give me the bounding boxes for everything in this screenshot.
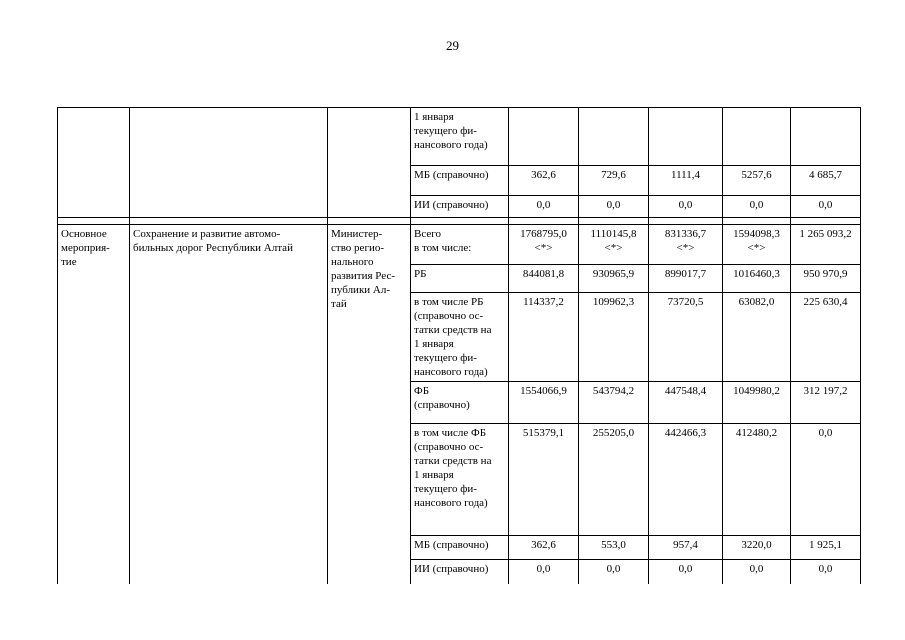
event-type-cell-line: мероприя- [61,242,110,254]
source-cell [411,196,509,218]
value-text: 1110145,8 [590,228,637,240]
value-cell [723,196,791,218]
value-cell [723,108,791,166]
value-cell [791,265,861,293]
source-cell-line: МБ (справочно) [414,539,489,551]
value-text: 930965,9 [592,268,635,280]
value-cell [723,536,791,560]
value-text: 1111,4 [670,169,701,181]
source-cell [411,225,509,265]
value-cell [579,225,649,265]
value-cell [649,382,723,424]
value-cell [579,166,649,196]
value-cell [509,536,579,560]
source-cell-line: ФБ [414,385,430,397]
source-cell [411,166,509,196]
spacer-row [58,218,861,225]
funding-table [57,107,861,584]
source-cell [411,424,509,536]
source-cell-line: татки средств на [414,455,492,467]
footnote-mark: <*> [534,242,553,254]
source-cell-line: нансового года) [414,497,488,509]
source-cell-line: татки средств на [414,324,492,336]
value-cell [791,293,861,382]
executor-cell-line: развития Рес- [331,270,395,282]
value-text: 442466,3 [664,427,707,439]
value-text: 1594098,3 [733,228,780,240]
source-cell-line: ИИ (справочно) [414,199,489,211]
value-cell [649,108,723,166]
value-cell [579,424,649,536]
value-text: 312 197,2 [803,385,848,397]
source-cell-line: Всего [414,228,441,240]
source-cell-line: (справочно ос- [414,441,484,453]
value-text: 1016460,3 [733,268,780,280]
event-type-cell-line: тие [61,256,77,268]
source-cell-line: 1 января [414,111,454,123]
value-cell [509,265,579,293]
value-text: 1 265 093,2 [799,228,852,240]
value-text: 553,0 [601,539,626,551]
value-text: 5257,6 [741,169,772,181]
executor-cell-line: тай [331,298,347,310]
value-cell [649,166,723,196]
value-cell [791,424,861,536]
value-cell [579,382,649,424]
table-row [58,225,861,265]
value-text: 0,0 [818,427,833,439]
value-cell [723,265,791,293]
executor-cell-line: ство регио- [331,242,385,254]
value-text: 0,0 [536,199,551,211]
value-text: 109962,3 [592,296,635,308]
value-text: 1 925,1 [809,539,842,551]
executor-cell-line: Министер- [331,228,383,240]
value-cell [723,560,791,584]
value-cell [579,560,649,584]
source-cell-line: РБ [414,268,427,280]
value-text: 950 970,9 [803,268,848,280]
value-cell [649,293,723,382]
value-cell [791,225,861,265]
value-cell [509,424,579,536]
value-text: 0,0 [749,563,764,575]
value-cell [791,166,861,196]
source-cell [411,108,509,166]
value-cell [509,108,579,166]
event-type-cell [58,225,130,584]
value-cell [649,536,723,560]
value-text: 1768795,0 [520,228,567,240]
source-cell-line: нансового года) [414,366,488,378]
spacer-cell [509,218,579,225]
value-cell [579,293,649,382]
value-text: 1554066,9 [520,385,567,397]
value-cell [579,196,649,218]
source-cell [411,293,509,382]
executor-cell [328,108,411,218]
value-cell [649,225,723,265]
source-cell-line: в том числе ФБ [414,427,487,439]
source-cell [411,560,509,584]
value-text: 0,0 [678,199,693,211]
source-cell-line: текущего фи- [414,483,477,495]
name-cell [130,108,328,218]
value-text: 0,0 [818,199,833,211]
source-cell [411,536,509,560]
executor-cell-line: нального [331,256,374,268]
value-text: 543794,2 [592,385,635,397]
spacer-cell [579,218,649,225]
source-cell [411,382,509,424]
event-name-cell-line: бильных дорог Республики Алтай [133,242,293,254]
footnote-mark: <*> [604,242,623,254]
executor-cell-line: публики Ал- [331,284,391,296]
footnote-mark: <*> [676,242,695,254]
spacer-cell [723,218,791,225]
value-cell [649,196,723,218]
value-text: 362,6 [531,169,556,181]
spacer-cell [328,218,411,225]
value-text: 63082,0 [738,296,775,308]
value-text: 1049980,2 [733,385,780,397]
funding-table-body [58,108,861,584]
value-text: 362,6 [531,539,556,551]
source-cell-line: текущего фи- [414,125,477,137]
source-cell-line: (справочно ос- [414,310,484,322]
value-cell [509,196,579,218]
value-text: 899017,7 [664,268,707,280]
value-cell [649,265,723,293]
source-cell-line: МБ (справочно) [414,169,489,181]
value-text: 0,0 [536,563,551,575]
source-cell-line: нансового года) [414,139,488,151]
value-text: 957,4 [673,539,698,551]
spacer-cell [649,218,723,225]
source-cell [411,265,509,293]
source-cell-line: 1 января [414,338,454,350]
value-text: 515379,1 [522,427,565,439]
value-cell [723,382,791,424]
value-text: 3220,0 [741,539,772,551]
value-cell [791,382,861,424]
value-cell [791,108,861,166]
value-text: 255205,0 [592,427,635,439]
value-cell [723,225,791,265]
value-text: 447548,4 [664,385,707,397]
source-cell-line: в том числе РБ [414,296,484,308]
value-cell [509,225,579,265]
page-number: 29 [446,38,459,53]
source-cell-line: ИИ (справочно) [414,563,489,575]
value-text: 73720,5 [667,296,704,308]
footnote-mark: <*> [747,242,766,254]
value-cell [649,424,723,536]
value-text: 412480,2 [735,427,778,439]
spacer-cell [411,218,509,225]
table-row [58,108,861,166]
value-cell [509,382,579,424]
value-cell [579,265,649,293]
value-text: 729,6 [601,169,626,181]
spacer-cell [58,218,130,225]
value-text: 0,0 [749,199,764,211]
spacer-cell [130,218,328,225]
value-cell [509,293,579,382]
source-cell-line: (справочно) [414,399,470,411]
executor-cell [328,225,411,584]
value-cell [579,536,649,560]
value-text: 0,0 [678,563,693,575]
value-cell [791,536,861,560]
spacer-cell [791,218,861,225]
value-text: 0,0 [818,563,833,575]
value-cell [723,293,791,382]
value-text: 4 685,7 [809,169,842,181]
value-text: 114337,2 [523,296,564,308]
value-cell [509,560,579,584]
value-text: 831336,7 [664,228,707,240]
value-cell [791,560,861,584]
event-type-cell-line: Основное [61,228,107,240]
event-name-cell-line: Сохранение и развитие автомо- [133,228,281,240]
source-cell-line: 1 января [414,469,454,481]
event-name-cell [130,225,328,584]
value-text: 0,0 [606,563,621,575]
value-text: 0,0 [606,199,621,211]
type-cell [58,108,130,218]
source-cell-line: в том числе: [414,242,472,254]
value-cell [791,196,861,218]
value-cell [509,166,579,196]
value-cell [649,560,723,584]
source-cell-line: текущего фи- [414,352,477,364]
value-text: 225 630,4 [803,296,848,308]
value-cell [723,166,791,196]
value-cell [579,108,649,166]
value-cell [723,424,791,536]
value-text: 844081,8 [522,268,565,280]
